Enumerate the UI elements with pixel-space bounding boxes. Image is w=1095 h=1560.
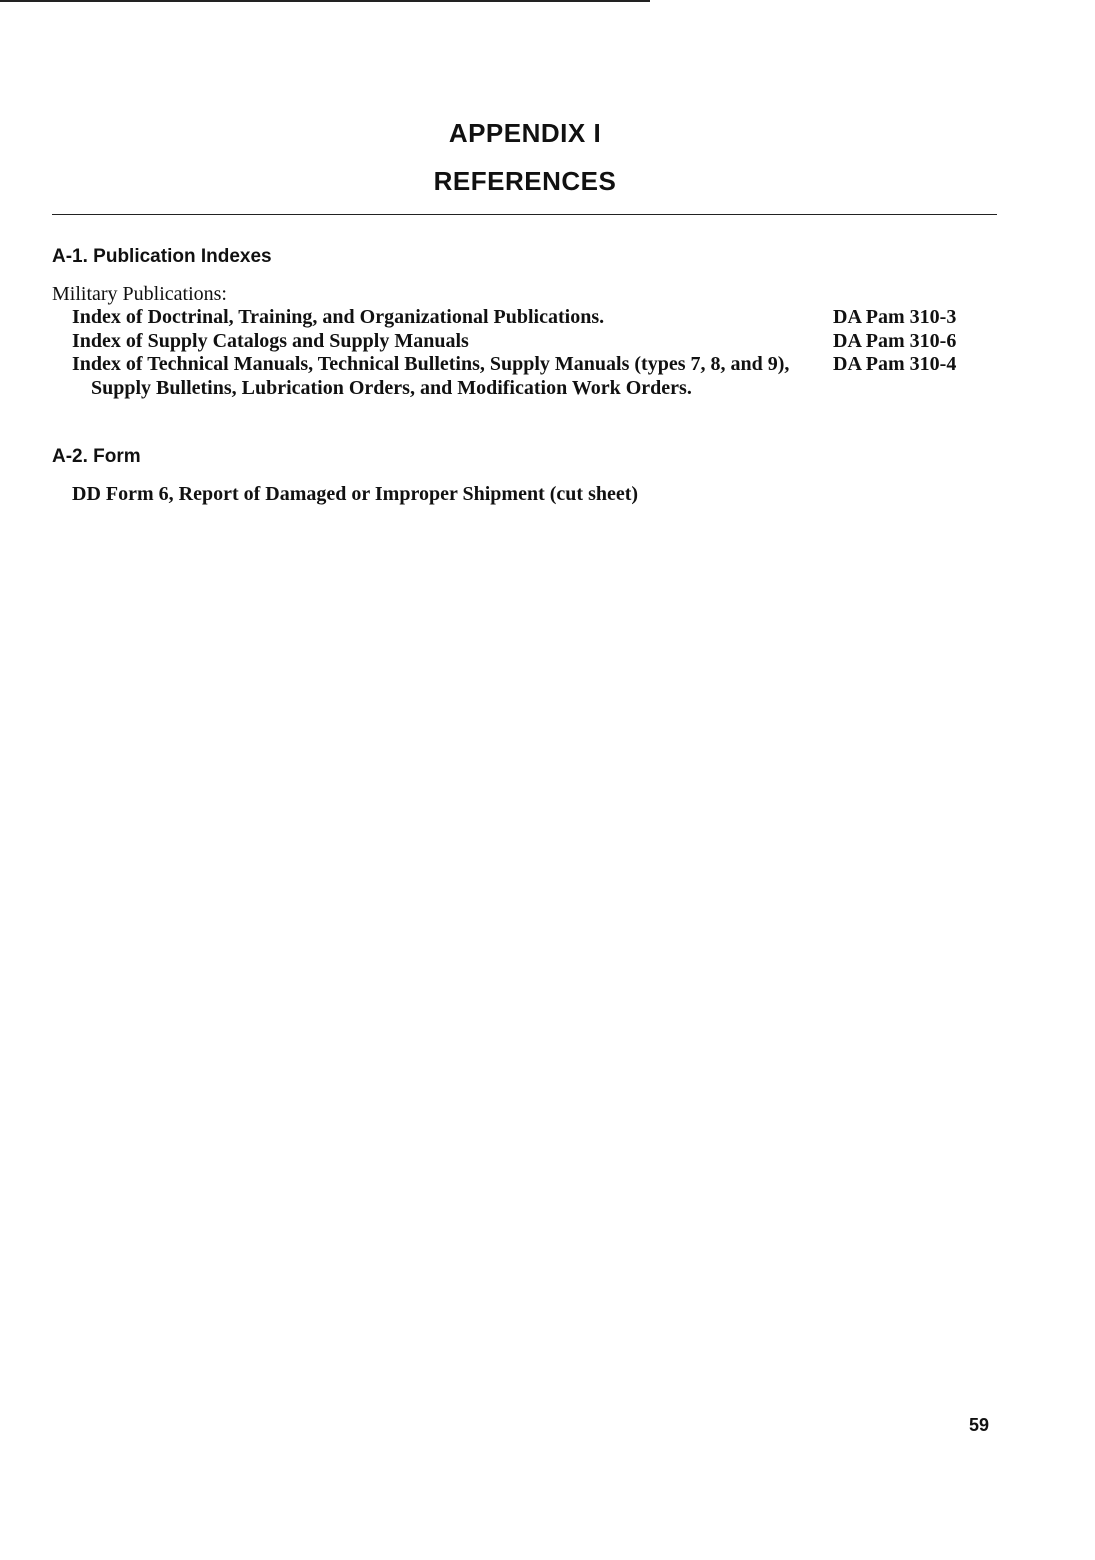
page-number: 59 [969,1415,990,1435]
appendix-title: APPENDIX I [448,118,602,148]
references-title: REFERENCES [433,166,617,196]
entry-reference: DA Pam 310-4 [833,353,957,375]
list-item [72,306,997,330]
title-divider [52,214,997,215]
publication-index-list [72,306,997,400]
form-entry: DD Form 6, Report of Damaged or Improper Shipment (cut sheet) [72,483,639,505]
group-label-military-publications: Military Publications: [52,283,227,305]
section-heading-form: A-2. Form [52,446,141,467]
entry-title: Index of Supply Catalogs and Supply Manuals [72,329,469,352]
list-item [72,330,997,354]
entry-title: Index of Technical Manuals, Technical Bulletins, Supply Manuals (types 7, 8, and 9), Supply Bulletins, Lubrication Orders, and Modification Work Orders. [72,353,790,399]
section-heading-publication-indexes: A-1. Publication Indexes [52,246,272,267]
entry-title: Index of Doctrinal, Training, and Organizational Publications. [72,306,605,328]
entry-reference: DA Pam 310-6 [833,329,957,352]
entry-reference: DA Pam 310-3 [833,306,957,328]
list-item [72,353,997,400]
top-edge-rule [0,0,650,2]
